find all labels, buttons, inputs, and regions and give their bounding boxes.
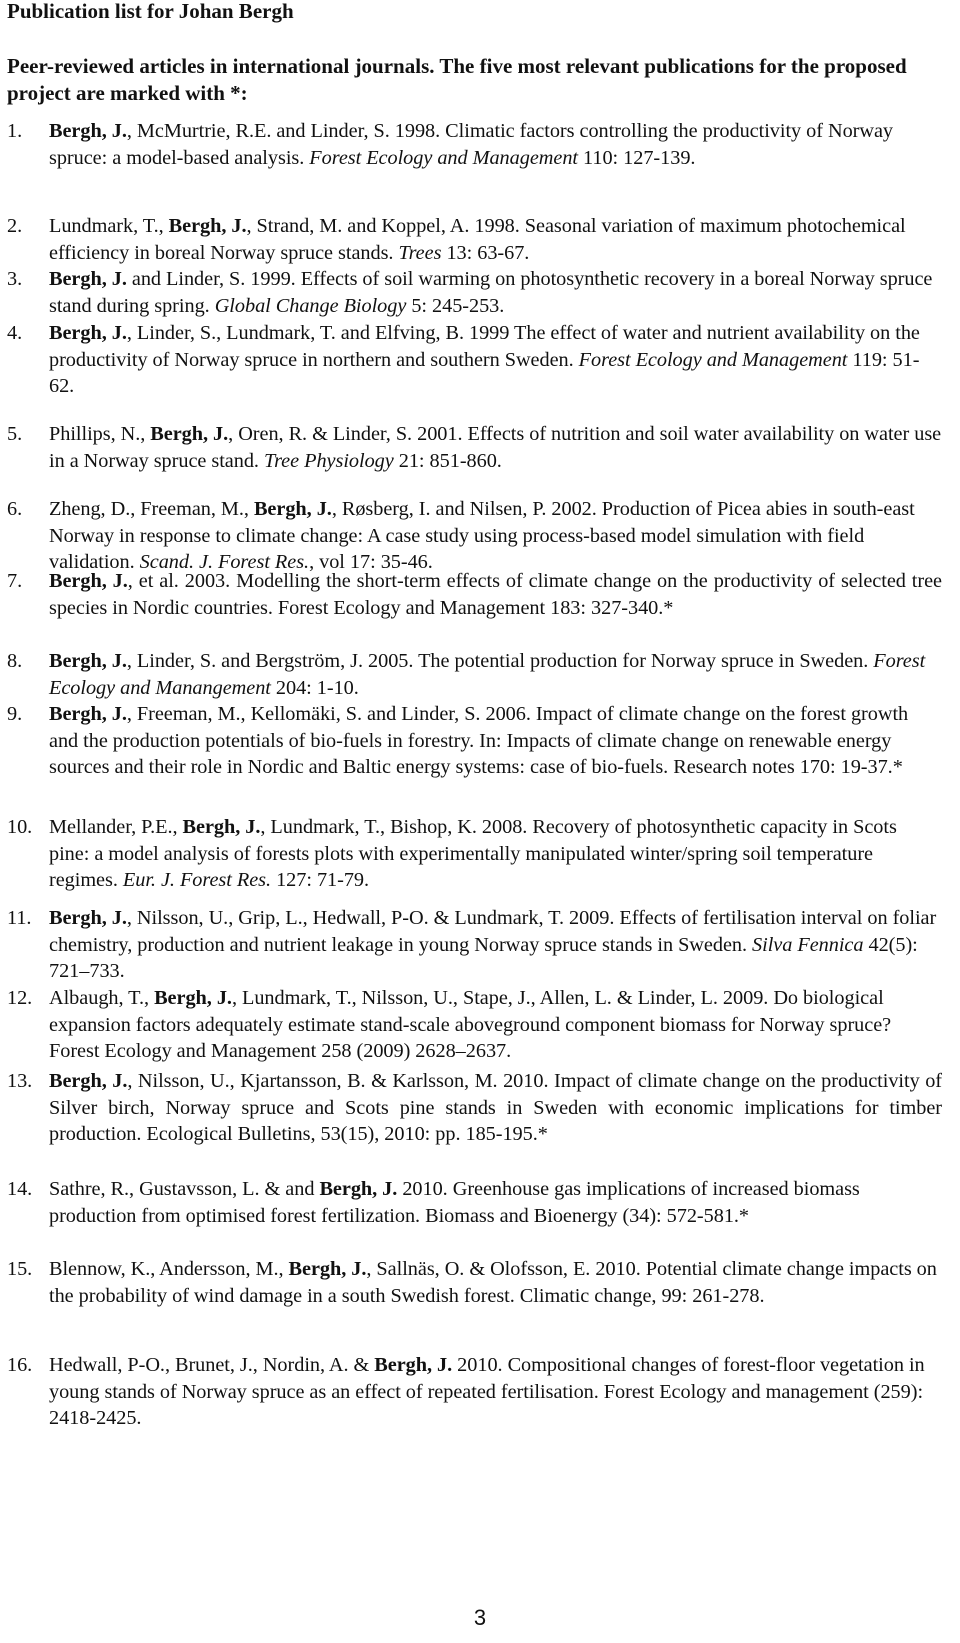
journal-name: Scand. J. Forest Res. <box>139 551 310 574</box>
citation-text: , Røsberg, I. and Nilsen, P. 2002. Production of Picea abies in south-east Norway in response to climate change: A case study using process-based model simulation with field validation. <box>49 498 915 574</box>
citation-text: 2010. Greenhouse gas implications of increased biomass production from optimised forest fertilization. Biomass and Bioenergy (34): 572-581.* <box>49 1178 860 1227</box>
citation-text: Zheng, D., Freeman, M., <box>49 498 254 520</box>
publication-number: 2. <box>7 215 23 237</box>
publication-item <box>7 421 942 474</box>
author-highlight: Bergh, J. <box>319 1178 398 1200</box>
publication-item <box>7 1256 942 1309</box>
author-highlight: Bergh, J. <box>49 268 127 290</box>
publication-citation <box>49 1256 942 1309</box>
author-highlight: Bergh, J. <box>49 650 127 672</box>
citation-text: 21: 851-860. <box>393 449 502 472</box>
publication-item <box>7 814 942 894</box>
citation-text: 119: 51-62. <box>49 348 920 398</box>
journal-name: Forest Ecology and Management <box>309 146 579 169</box>
citation-text: Blennow, K., Andersson, M., <box>49 1258 289 1280</box>
author-highlight: Bergh, J. <box>150 423 229 445</box>
journal-name: Trees <box>398 241 442 264</box>
publication-citation <box>49 1176 942 1229</box>
citation-text: , McMurtrie, R.E. and Linder, S. 1998. Climatic factors controlling the productivity of Norway spruce: a model-based analysis. <box>49 120 894 169</box>
publication-citation <box>49 421 942 474</box>
citation-text: 5: 245-253. <box>406 294 505 317</box>
page-number: 3 <box>473 1605 487 1630</box>
publication-item <box>7 1176 942 1229</box>
publication-number: 11. <box>7 907 32 929</box>
author-highlight: Bergh, J. <box>253 498 332 520</box>
publication-citation <box>49 266 942 319</box>
journal-name: Eur. J. Forest Res. <box>122 869 272 892</box>
publication-item <box>7 1068 942 1148</box>
author-highlight: Bergh, J. <box>49 322 127 344</box>
publication-number: 12. <box>7 987 33 1009</box>
journal-name: Forest Ecology and Manangement <box>49 650 926 699</box>
citation-text: , Nilsson, U., Kjartansson, B. & Karlsson, M. 2010. Impact of climate change on the productivity of Silver birch, Norway spruce and Scots pine stands in Sweden with economic implications for timber production. Ecological Bulletins, 53(15), 2010: pp. 185-195.* <box>49 1070 942 1146</box>
journal-name: Silva Fennica <box>752 933 864 956</box>
publication-citation <box>49 568 942 621</box>
publication-number: 5. <box>7 423 23 445</box>
citation-text: , Lundmark, T., Nilsson, U., Stape, J., Allen, L. & Linder, L. 2009. Do biological expansion factors adequately estimate stand-scale aboveground component biomass for Norway spruce? Forest Ecology and Management 258 (2009) 2628–2637. <box>49 987 892 1063</box>
publication-item <box>7 496 942 576</box>
citation-text: 2010. Compositional changes of forest-floor vegetation in young stands of Norway spruce as an effect of repeated fertilisation. Forest Ecology and management (259): 2418-2425. <box>49 1354 925 1430</box>
citation-text: 13: 63-67. <box>441 241 530 264</box>
publication-citation <box>49 320 942 400</box>
author-highlight: Bergh, J. <box>288 1258 367 1280</box>
publication-item <box>7 118 942 171</box>
publication-item <box>7 568 942 621</box>
citation-text: , Sallnäs, O. & Olofsson, E. 2010. Potential climate change impacts on the probability of wind damage in a south Swedish forest. Climatic change, 99: 261-278. <box>49 1258 937 1307</box>
publication-number: 4. <box>7 322 23 344</box>
citation-text: , Linder, S. and Bergström, J. 2005. The potential production for Norway spruce in Sweden. <box>126 650 874 672</box>
publication-citation <box>49 648 942 701</box>
citation-text: 204: 1-10. <box>270 676 359 699</box>
author-highlight: Bergh, J. <box>49 703 127 725</box>
author-highlight: Bergh, J. <box>49 120 127 142</box>
document-title: Publication list for Johan Bergh <box>7 0 294 23</box>
publication-citation <box>49 701 942 781</box>
publication-number: 3. <box>7 268 23 290</box>
publication-number: 1. <box>7 120 23 142</box>
citation-text: Sathre, R., Gustavsson, L. & and <box>49 1178 320 1200</box>
journal-name: Forest Ecology and Management <box>578 348 848 371</box>
citation-text: , et al. 2003. Modelling the short-term effects of climate change on the productivity of selected tree species in Nordic countries. Forest Ecology and Management 183: 327-340.* <box>49 570 943 619</box>
citation-text: , Strand, M. and Koppel, A. 1998. Seasonal variation of maximum photochemical efficiency in boreal Norway spruce stands. <box>49 215 906 264</box>
publication-item <box>7 985 942 1065</box>
publication-number: 15. <box>7 1258 33 1280</box>
publication-citation <box>49 905 942 985</box>
citation-text: and Linder, S. 1999. Effects of soil warming on photosynthetic recovery in a boreal Norway spruce stand during spring. <box>49 268 933 317</box>
publication-number: 6. <box>7 498 23 520</box>
author-highlight: Bergh, J. <box>49 1070 128 1092</box>
author-highlight: Bergh, J. <box>154 987 232 1009</box>
author-highlight: Bergh, J. <box>374 1354 453 1376</box>
citation-text: 127: 71-79. <box>271 869 370 892</box>
publication-citation <box>49 213 942 266</box>
citation-text: 42(5): 721–733. <box>49 933 918 983</box>
citation-text: Mellander, P.E., <box>49 816 183 838</box>
journal-name: Tree Physiology <box>263 449 394 472</box>
publication-item <box>7 701 942 781</box>
citation-text: 110: 127-139. <box>578 146 696 169</box>
citation-text: , Oren, R. & Linder, S. 2001. Effects of nutrition and soil water availability on water use in a Norway spruce stand. <box>49 423 942 472</box>
citation-text: , vol 17: 35-46. <box>309 551 433 574</box>
publication-citation <box>49 985 942 1065</box>
citation-text: Albaugh, T., <box>49 987 155 1009</box>
publication-citation <box>49 814 942 894</box>
publication-item <box>7 905 942 985</box>
author-highlight: Bergh, J. <box>49 907 127 929</box>
citation-text: , Freeman, M., Kellomäki, S. and Linder, S. 2006. Impact of climate change on the forest growth and the production potentials of bio-fuels in forestry. In: Impacts of climate change on renewable energy sources and their role in Nordic and Baltic energy systems: case of bio-fuels. Research notes 170: 19-37.* <box>49 703 909 779</box>
journal-name: Global Change Biology <box>214 294 407 317</box>
publication-citation <box>49 118 942 171</box>
author-highlight: Bergh, J. <box>49 570 128 592</box>
citation-text: , Nilsson, U., Grip, L., Hedwall, P-O. & Lundmark, T. 2009. Effects of fertilisation interval on foliar chemistry, production and nutrient leakage in young Norway spruce stands in Sweden. <box>49 907 937 956</box>
publication-number: 16. <box>7 1354 33 1376</box>
publication-item <box>7 1352 942 1432</box>
publication-number: 9. <box>7 703 23 725</box>
publication-citation <box>49 1352 942 1432</box>
publication-item <box>7 266 942 319</box>
author-highlight: Bergh, J. <box>168 215 247 237</box>
publication-number: 7. <box>7 570 23 592</box>
publication-item <box>7 213 942 266</box>
publication-number: 13. <box>7 1070 33 1092</box>
citation-text: , Lundmark, T., Bishop, K. 2008. Recovery of photosynthetic capacity in Scots pine: a model analysis of forests plots with experimentally manipulated winter/spring soil temperature regimes. <box>49 816 897 892</box>
publication-number: 14. <box>7 1178 33 1200</box>
publication-item <box>7 648 942 701</box>
section-intro: Peer-reviewed articles in international journals. The five most relevant publications for the proposed project are marked with *: <box>7 54 907 105</box>
citation-text: Phillips, N., <box>49 423 151 445</box>
citation-text: Hedwall, P-O., Brunet, J., Nordin, A. & <box>49 1354 375 1376</box>
author-highlight: Bergh, J. <box>182 816 261 838</box>
publication-citation <box>49 496 942 576</box>
publication-number: 8. <box>7 650 23 672</box>
publication-item <box>7 320 942 400</box>
citation-text: Lundmark, T., <box>49 215 169 237</box>
citation-text: , Linder, S., Lundmark, T. and Elfving, B. 1999 The effect of water and nutrient availability on the productivity of Norway spruce in northern and southern Sweden. <box>49 322 920 371</box>
publication-citation <box>49 1068 942 1148</box>
publication-number: 10. <box>7 816 33 838</box>
